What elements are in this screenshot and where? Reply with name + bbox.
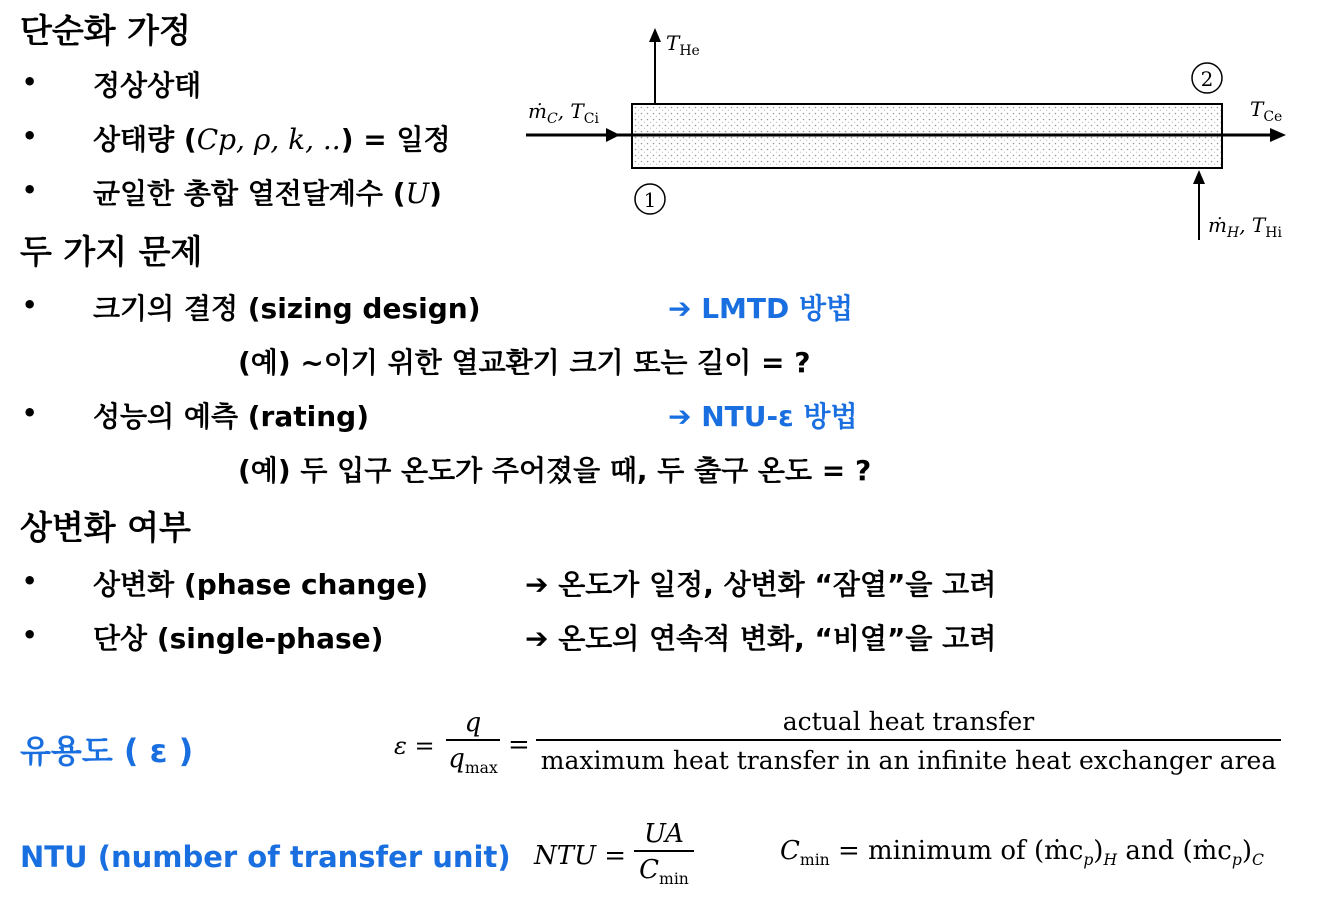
- heading-problems: 두 가지 문제: [20, 232, 203, 271]
- heading-assumptions: 단순화 가정: [20, 11, 191, 50]
- q-max: [448, 741, 498, 786]
- ntu-denominator: [639, 852, 689, 897]
- c-sub: C: [1251, 851, 1264, 870]
- ntu-den-sub: min: [659, 870, 689, 889]
- point-2-label: 2: [1200, 67, 1214, 91]
- bullet: •: [22, 621, 38, 649]
- assumption-properties-label: 상태량 (: [93, 123, 197, 156]
- q-max-sub: max: [464, 759, 498, 778]
- bullet: •: [22, 176, 38, 204]
- effectiveness-numerator: actual heat transfer: [782, 707, 1035, 736]
- cmin-def-text: = minimum of (ṁc: [838, 836, 1084, 866]
- ntu-den-base: C: [639, 855, 660, 885]
- equals-sign: =: [508, 730, 530, 760]
- cold-inlet-arrowhead: [606, 128, 620, 142]
- assumption-steady-state: 정상상태: [93, 69, 202, 102]
- phase-change-result: ➔ 온도가 일정, 상변화 “잠열”을 고려: [525, 568, 997, 601]
- cmin-definition: $C_{min}$ = minimum of $(ṁc_p)_H$ and $(ṁc_p)_C$: [780, 836, 1264, 870]
- p-sub-1: p: [1083, 851, 1094, 870]
- assumption-uniform-u: [93, 172, 442, 212]
- heading-phase: 상변화 여부: [20, 508, 191, 547]
- effectiveness-fraction: [536, 705, 1281, 781]
- cold-inlet-label: ṁ$_C$, $T_{Ci}$: [528, 99, 599, 127]
- problem-rating: 성능의 예측 (rating): [93, 400, 369, 433]
- bullet: •: [22, 68, 38, 96]
- cold-outlet-arrowhead: [1270, 128, 1286, 142]
- ntu-label: NTU (number of transfer unit): [20, 840, 511, 874]
- ntu-fraction: [634, 818, 694, 897]
- hot-inlet-label: ṁ$_H$, $T_{Hi}$: [1208, 213, 1282, 241]
- ntu-numerator: UA: [644, 819, 684, 849]
- bullet: •: [22, 122, 38, 150]
- q-max-base: q: [448, 744, 465, 774]
- h-sub: H: [1103, 851, 1118, 870]
- point-1-label: 1: [643, 188, 657, 212]
- hot-outlet-arrowhead: [649, 28, 661, 42]
- cmin-base: C: [780, 836, 800, 866]
- u-symbol: U: [405, 177, 430, 210]
- p-sub-2: p: [1231, 851, 1242, 870]
- problem-sizing: 크기의 결정 (sizing design): [93, 292, 481, 325]
- assumption-uniform-u-tail: ): [429, 177, 442, 210]
- epsilon-lhs: ε =: [394, 732, 435, 760]
- rating-method: ➔ NTU-ε 방법: [668, 400, 858, 433]
- assumption-properties: [93, 118, 451, 158]
- single-phase-result: ➔ 온도의 연속적 변화, “비열”을 고려: [525, 622, 997, 655]
- and-text: and (ṁc: [1125, 836, 1232, 866]
- assumption-properties-tail: ) = 일정: [340, 123, 451, 156]
- bullet: •: [22, 291, 38, 319]
- q-fraction: [446, 707, 500, 786]
- cmin-sub: min: [799, 851, 830, 870]
- phase-change: 상변화 (phase change): [93, 568, 429, 601]
- assumption-uniform-u-label: 균일한 총합 열전달계수 (: [93, 177, 406, 210]
- properties-expression: Cp, ρ, k, ..: [196, 123, 341, 156]
- hot-inlet-arrowhead: [1193, 170, 1205, 184]
- rating-example: (예) 두 입구 온도가 주어졌을 때, 두 출구 온도 = ?: [238, 454, 872, 487]
- effectiveness-label: 유용도 ( ε ): [20, 732, 194, 770]
- ntu-lhs: NTU =: [534, 841, 627, 871]
- effectiveness-denominator: maximum heat transfer in an infinite heat exchanger area: [540, 746, 1277, 775]
- sizing-example: (예) ~이기 위한 열교환기 크기 또는 길이 = ?: [238, 346, 811, 379]
- q-numerator: q: [464, 708, 482, 738]
- t-ce-label: $T_{Ce}$: [1250, 97, 1283, 125]
- t-he-label: $T_{He}$: [666, 31, 700, 59]
- bullet: •: [22, 567, 38, 595]
- sizing-method: ➔ LMTD 방법: [668, 292, 854, 325]
- heat-exchanger-diagram: [520, 22, 1310, 252]
- bullet: •: [22, 399, 38, 427]
- single-phase: 단상 (single-phase): [93, 622, 384, 655]
